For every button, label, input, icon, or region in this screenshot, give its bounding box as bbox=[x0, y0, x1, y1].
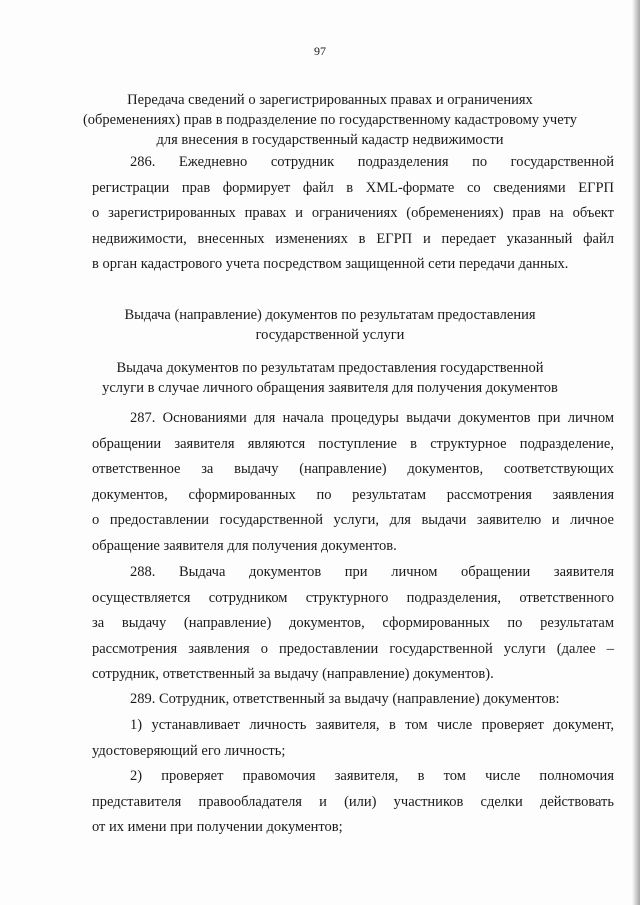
paragraph-line: обращении заявителя являются поступление в структурное подразделение, bbox=[92, 435, 614, 452]
heading-line: для внесения в государственный кадастр недвижимости bbox=[156, 132, 504, 148]
paragraph-line: 288. Выдача документов при личном обращении заявителя bbox=[130, 564, 614, 580]
paragraph-line: о зарегистрированных правах и ограничениях (обременениях) прав на объект bbox=[92, 205, 614, 221]
paragraph-line: 2) проверяет правомочия заявителя, в том числе полномочия bbox=[130, 768, 614, 784]
paragraph-289 bbox=[92, 687, 614, 713]
paragraph-line: рассмотрения заявления о предоставлении государственной услуги (далее – bbox=[92, 640, 614, 657]
section-heading-transfer bbox=[80, 90, 580, 150]
paragraph-287 bbox=[92, 406, 614, 559]
paragraph-289-item-2 bbox=[92, 764, 614, 841]
paragraph-line: в орган кадастрового учета посредством защищенной сети передачи данных. bbox=[92, 256, 569, 272]
paragraph-line: 1) устанавливает личность заявителя, в том числе проверяет документ, bbox=[130, 717, 614, 733]
paragraph-line: 287. Основаниями для начала процедуры выдачи документов при личном bbox=[130, 410, 614, 426]
paragraph-288 bbox=[92, 560, 614, 688]
paragraph-line: обращение заявителя для получения документов. bbox=[92, 537, 397, 554]
paragraph-line: регистрации прав формирует файл в XML-формате со сведениями ЕГРП bbox=[92, 179, 614, 196]
paragraph-line: от их имени при получении документов; bbox=[92, 819, 343, 835]
heading-line: государственной услуги bbox=[255, 327, 405, 343]
paragraph-line: представителя правообладателя и (или) участников сделки действовать bbox=[92, 793, 614, 810]
paragraph-line: удостоверяющий его личность; bbox=[92, 742, 286, 759]
heading-line: Выдача (направление) документов по результатам предоставления bbox=[124, 307, 536, 323]
paragraph-line: документов, сформированных по результатам рассмотрения заявления bbox=[92, 486, 614, 503]
subsection-heading-personal-visit bbox=[80, 358, 580, 398]
heading-line: услуги в случае личного обращения заявителя для получения документов bbox=[102, 380, 558, 396]
page-number: 97 bbox=[314, 44, 326, 58]
heading-line: Выдача документов по результатам предоставления государственной bbox=[116, 360, 544, 376]
paragraph-line: 286. Ежедневно сотрудник подразделения по государственной bbox=[130, 154, 614, 170]
paragraph-line: за выдачу (направление) документов, сформированных по результатам bbox=[92, 615, 614, 631]
heading-line: Передача сведений о зарегистрированных правах и ограничениях bbox=[127, 92, 533, 108]
paragraph-line: 289. Сотрудник, ответственный за выдачу (направление) документов: bbox=[130, 691, 560, 707]
paragraph-286 bbox=[92, 150, 614, 278]
paragraph-line: о предоставлении государственной услуги, для выдачи заявителю и личное bbox=[92, 512, 614, 528]
paragraph-289-item-1 bbox=[92, 713, 614, 764]
section-heading-issuance bbox=[80, 305, 580, 345]
heading-line: (обременениях) прав в подразделение по государственному кадастровому учету bbox=[82, 112, 578, 128]
scan-edge-shadow bbox=[632, 0, 640, 905]
paragraph-line: сотрудник, ответственный за выдачу (направление) документов). bbox=[92, 666, 494, 682]
paragraph-line: недвижимости, внесенных изменениях в ЕГРП и передает указанный файл bbox=[92, 230, 614, 247]
paragraph-line: ответственное за выдачу (направление) документов, соответствующих bbox=[92, 461, 614, 477]
paragraph-line: осуществляется сотрудником структурного подразделения, ответственного bbox=[92, 589, 614, 606]
